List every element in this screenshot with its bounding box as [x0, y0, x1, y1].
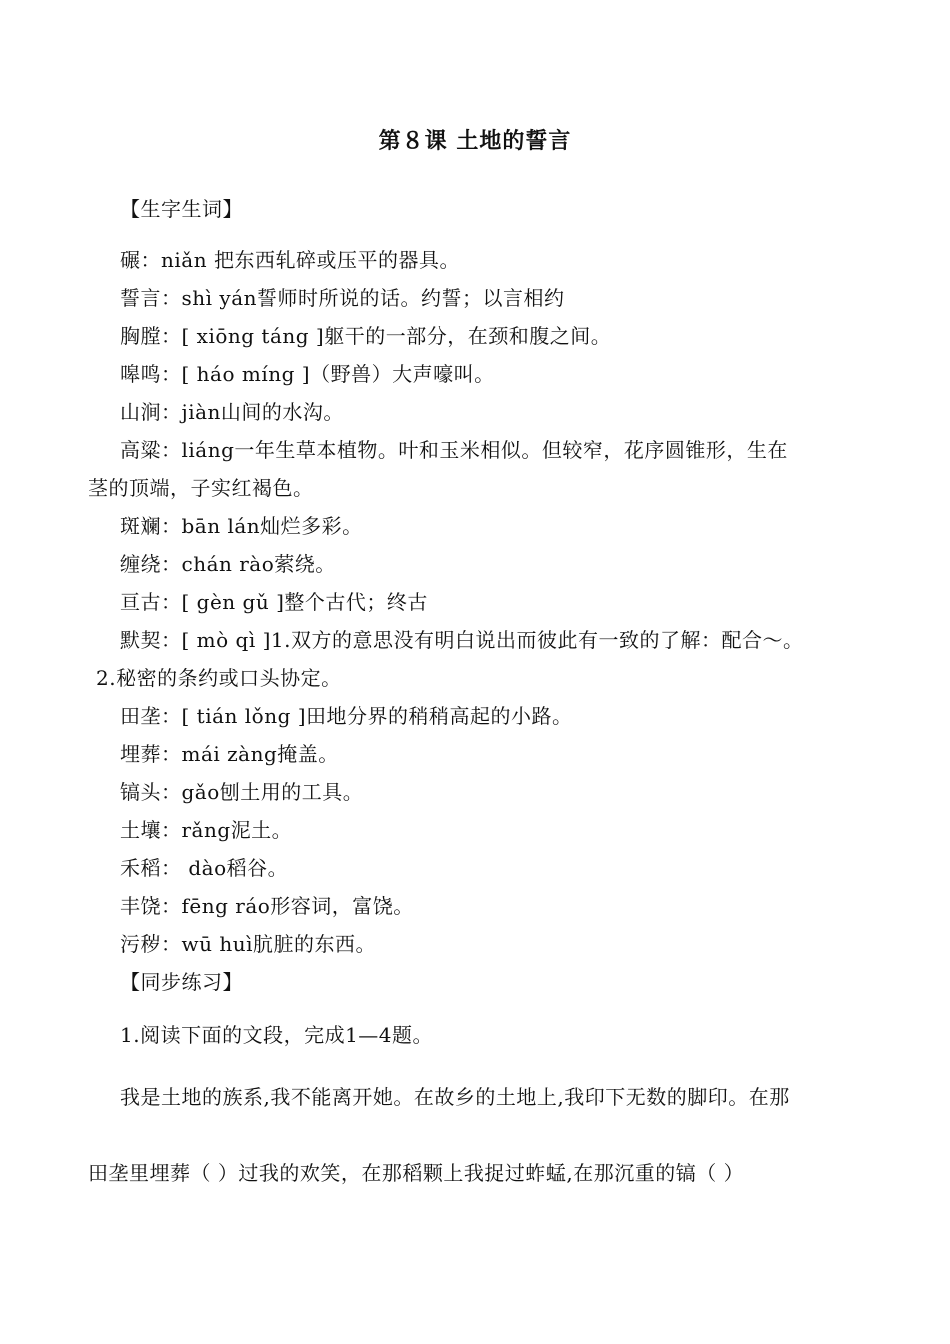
vocab-entry: 碾：niǎn 把东西轧碎或压平的器具。 [120, 248, 460, 272]
vocab-entry: 亘古：[ gèn gǔ ]整个古代；终古 [120, 590, 428, 614]
vocab-entry: 污秽：wū huì肮脏的东西。 [120, 932, 377, 956]
vocab-entry: 高粱：liáng一年生草本植物。叶和玉米相似。但较窄，花序圆锥形，生在 [120, 438, 788, 462]
vocab-entry: 丰饶：fēng ráo形容词，富饶。 [120, 894, 414, 918]
vocab-entry: 埋葬：mái zàng掩盖。 [120, 742, 339, 766]
vocab-entry: 土壤：rǎng泥土。 [120, 818, 293, 842]
passage-line: 我是土地的族系,我不能离开她。在故乡的土地上,我印下无数的脚印。在那 [120, 1085, 790, 1109]
vocab-entry: 誓言：shì yán誓师时所说的话。约誓；以言相约 [120, 286, 565, 310]
vocab-entry: 胸膛：[ xiōng táng ]躯干的一部分，在颈和腹之间。 [120, 324, 612, 348]
vocab-entry: 嗥鸣：[ háo míng ]（野兽）大声嚎叫。 [120, 362, 495, 386]
vocab-entry: 默契：[ mò qì ]1.双方的意思没有明白说出而彼此有一致的了解：配合～。 [120, 628, 804, 652]
vocab-entry: 镐头：gǎo刨土用的工具。 [120, 780, 364, 804]
exercise-instruction: 1.阅读下面的文段，完成1—4题。 [120, 1023, 434, 1047]
vocab-entry-continuation: 2.秘密的条约或口头协定。 [96, 666, 342, 690]
vocab-entry: 斑斓：bān lán灿烂多彩。 [120, 514, 363, 538]
section-heading-practice: 【同步练习】 [120, 970, 243, 994]
vocab-entry: 缠绕：chán rào萦绕。 [120, 552, 336, 576]
passage-line: 田垄里埋葬（ ）过我的欢笑，在那稻颗上我捉过蚱蜢,在那沉重的镐（ ） [88, 1161, 745, 1185]
vocab-entry: 田垄：[ tián lǒng ]田地分界的稍稍高起的小路。 [120, 704, 573, 728]
vocab-entry: 禾稻： dào稻谷。 [120, 856, 289, 880]
page-title: 第８课 土地的誓言 [378, 128, 572, 154]
section-heading-vocab: 【生字生词】 [120, 197, 243, 221]
vocab-entry: 山涧：jiàn山间的水沟。 [120, 400, 344, 424]
vocab-entry-continuation: 茎的顶端，子实红褐色。 [88, 476, 314, 500]
